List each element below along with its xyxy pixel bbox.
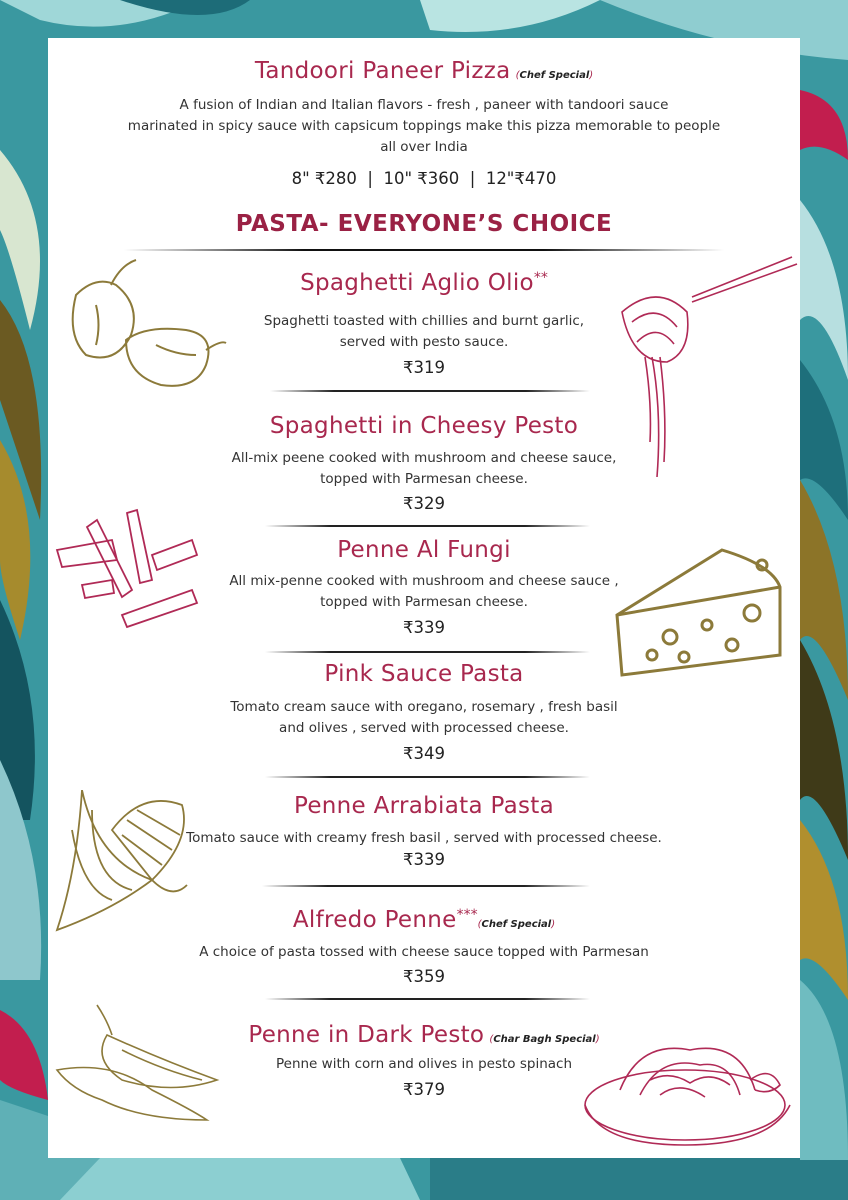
item-divider	[262, 885, 590, 887]
menu-item-price: ₹379	[403, 1080, 445, 1099]
penne-pasta-icon	[52, 505, 204, 635]
menu-item-description: A choice of pasta tossed with cheese sauce topped with Parmesan	[199, 944, 649, 960]
menu-item-title: Penne in Dark Pesto (Char Bagh Special)	[248, 1022, 600, 1048]
menu-item-description: All-mix peene cooked with mushroom and cheese sauce, topped with Parmesan cheese.	[231, 450, 617, 487]
menu-item-price: ₹349	[403, 744, 445, 763]
pizza-tag: Chef Special	[519, 70, 590, 81]
menu-item-title: Spaghetti Aglio Olio**	[300, 270, 548, 296]
menu-item-title: Alfredo Penne***(Chef Special)	[292, 907, 556, 933]
menu-item-price: ₹339	[403, 850, 445, 869]
menu-item-description: Tomato sauce with creamy fresh basil , served with processed cheese.	[186, 830, 662, 846]
menu-item-price: ₹339	[403, 618, 445, 637]
section-divider	[124, 249, 724, 251]
item-divider	[265, 998, 590, 1000]
menu-item-title: Penne Arrabiata Pasta	[294, 793, 554, 819]
item-divider	[265, 776, 590, 778]
item-divider	[265, 651, 590, 653]
menu-item-description: Penne with corn and olives in pesto spinach	[275, 1056, 573, 1072]
menu-item-description: Tomato cream sauce with oregano, rosemary , fresh basil and olives , served with processed cheese.	[230, 699, 618, 736]
pizza-title-line: Tandoori Paneer Pizza (Chef Special)	[254, 58, 594, 84]
item-divider	[265, 525, 590, 527]
item-divider	[270, 390, 590, 392]
menu-item-description: Spaghetti toasted with chillies and burnt garlic, served with pesto sauce.	[263, 313, 585, 350]
pizza-name: Tandoori Paneer Pizza	[254, 58, 511, 84]
menu-item-title: Pink Sauce Pasta	[324, 661, 524, 687]
menu-item-price: ₹359	[403, 967, 445, 986]
pizza-prices: 8" ₹280 | 10" ₹360 | 12"₹470	[291, 169, 557, 188]
menu-item-price: ₹329	[403, 494, 445, 513]
menu-item-title: Spaghetti in Cheesy Pesto	[269, 413, 579, 439]
menu-item-price: ₹319	[403, 358, 445, 377]
menu-item-title: Penne Al Fungi	[337, 537, 511, 563]
menu-item-description: All mix-penne cooked with mushroom and cheese sauce , topped with Parmesan cheese.	[229, 573, 619, 610]
pizza-description: A fusion of Indian and Italian flavors - fresh , paneer with tandoori sauce marinated in spicy sauce with capsicum toppings make this pizza memorable to people all over India	[127, 97, 721, 155]
section-title: PASTA- EVERYONE’S CHOICE	[235, 211, 613, 237]
